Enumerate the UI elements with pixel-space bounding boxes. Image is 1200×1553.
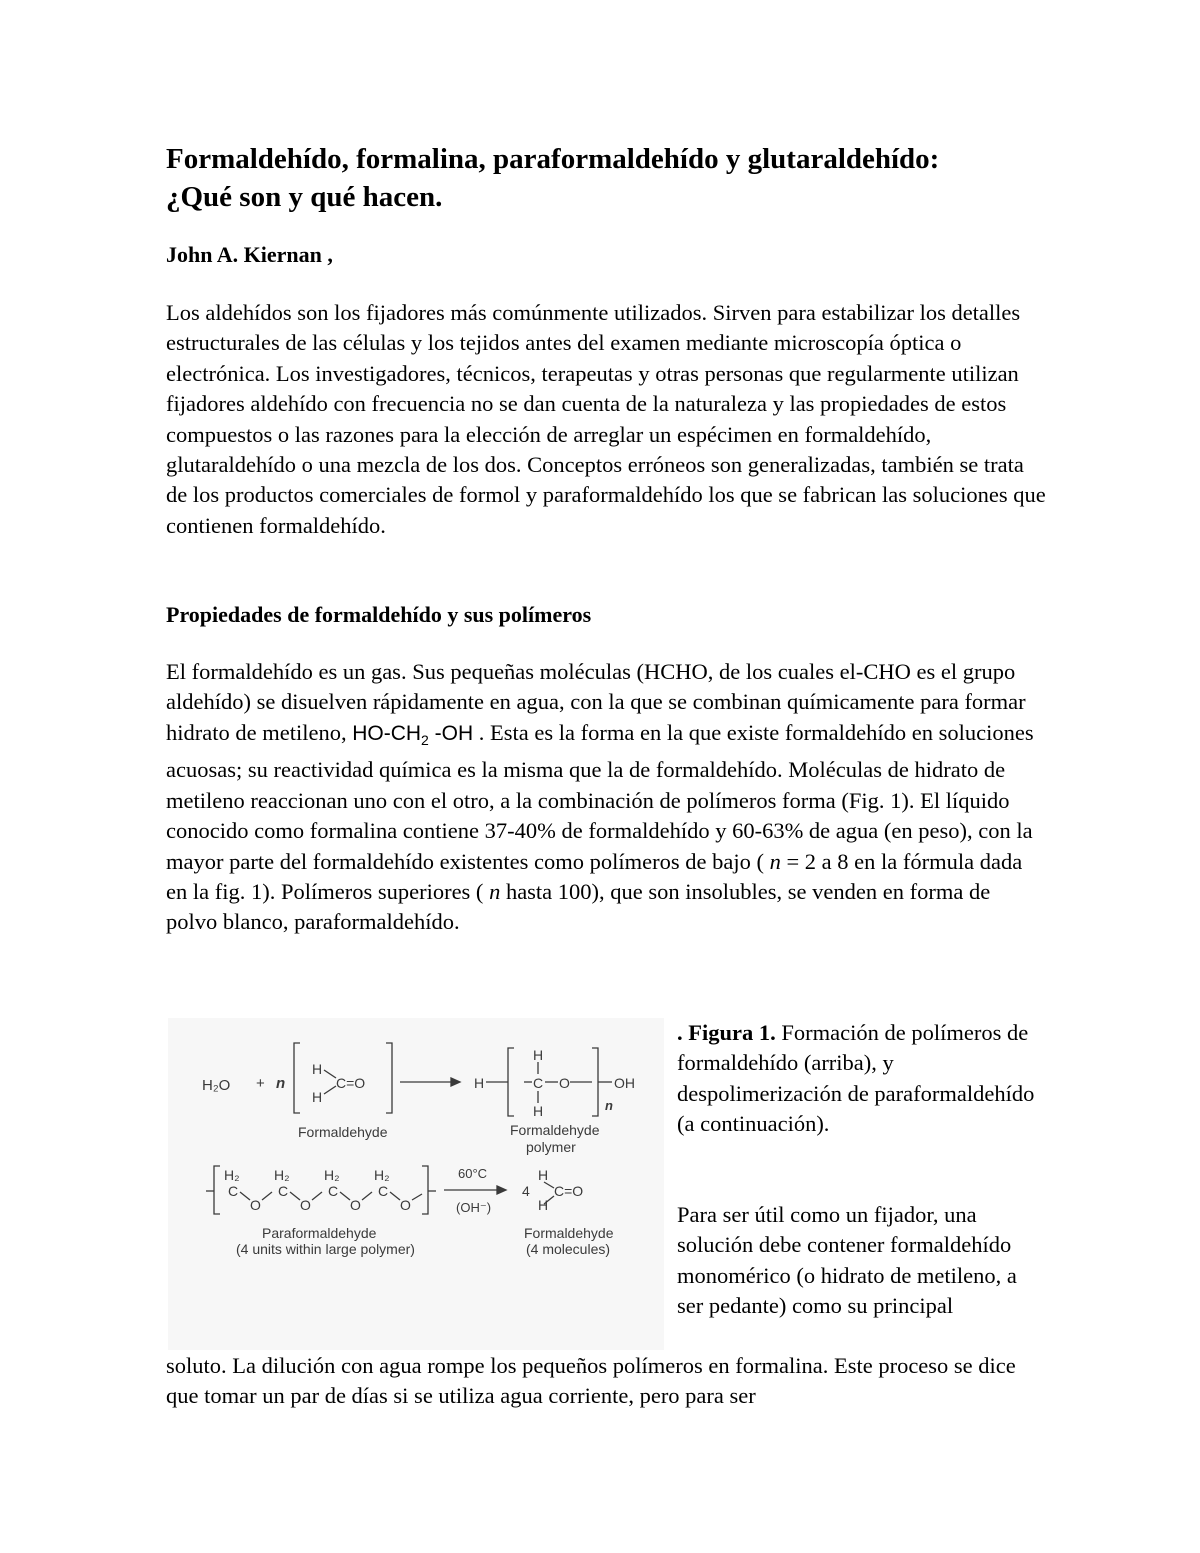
carbon-label: C [378, 1183, 389, 1199]
hydrogen-label: H [474, 1075, 485, 1091]
temperature-label: 60°C [458, 1166, 488, 1181]
carbon-label: C [328, 1183, 339, 1199]
hydrogen-label: H [538, 1197, 549, 1213]
carbonyl-label: C=O [554, 1183, 584, 1199]
oxygen-label: O [350, 1197, 361, 1213]
water-label: H₂O [202, 1077, 231, 1094]
methylene-label: H₂ [324, 1167, 340, 1183]
hydrogen-label: H [538, 1167, 549, 1183]
n-variable: n [769, 848, 781, 874]
title-line-2: ¿Qué son y qué hacen. [166, 181, 443, 213]
properties-paragraph [166, 657, 1046, 938]
oxygen-label: O [300, 1197, 311, 1213]
properties-text-1: El formaldehído es un gas. Sus pequeñas moléculas (HCHO, de los cuales el-CHO es el grupo aldehído) se disuelven rápidamente en agua, con la que se combinan químicamente para formar hidrato de metileno, [166, 659, 1026, 745]
methylene-label: H₂ [224, 1167, 240, 1183]
hydrogen-label: H [533, 1047, 544, 1063]
formaldehyde-caption: Formaldehyde [298, 1124, 388, 1140]
monomer-caption-line-2: (4 molecules) [526, 1241, 611, 1257]
carbon-label: C [278, 1183, 289, 1199]
title-line-1: Formaldehído, formalina, paraformaldehído y glutaraldehído: [166, 143, 940, 175]
intro-paragraph: Los aldehídos son los fijadores más comúnmente utilizados. Sirven para estabilizar los detalles estructurales de las células y los tejidos antes del examen mediante microscopía óptica o electrónica. Los investigadores, técnicos, terapeutas y otras personas que regularmente utilizan fijadores aldehído con frecuencia no se dan cuenta de la naturaleza y las propiedades de estos compuestos o las razones para la elección de arreglar un espécimen en formaldehído, glutaraldehído o una mezcla de los dos. Conceptos erróneos son generalizadas, también se trata de los productos comerciales de formol y paraformaldehído los que se fabrican las soluciones que contienen formaldehído. [166, 300, 1046, 538]
carbon-label: C [228, 1183, 239, 1199]
properties-text-2: . Esta es la forma en la que existe formaldehído en soluciones acuosas; su reactividad química es la misma que la de formaldehído. Moléculas de hidrato de metileno reaccionan uno con el otro, a la combinación de polímeros forma (Fig. 1). El líquido conocido como formalina contiene 37-40% de formaldehído y 60-63% de agua (en peso), con la mayor parte del formaldehído existentes como polímeros de bajo ( [166, 719, 1034, 874]
properties-text-3: = 2 a 8 en la fórmula dada en la fig. 1). Polímeros superiores ( [166, 848, 1023, 905]
paraformaldehyde-caption-line-1: Paraformaldehyde [262, 1225, 377, 1241]
oxygen-label: O [250, 1197, 261, 1213]
fixative-paragraph: Para ser útil como un fijador, una solución debe contener formaldehído monomérico (o hidrato de metileno, a ser pedante) como su principal [677, 1202, 1017, 1319]
n-variable: n [489, 879, 501, 905]
document-title [166, 140, 1066, 216]
continuation-paragraph: soluto. La dilución con agua rompe los pequeños polímeros en formalina. Este proceso se dice que tomar un par de días si se utiliza agua corriente, pero para ser [166, 1353, 1016, 1409]
hydroxide-label: (OH⁻) [456, 1200, 492, 1215]
hydroxyl-label: OH [614, 1075, 635, 1091]
oxygen-label: O [400, 1197, 411, 1213]
figure-caption [677, 1018, 1047, 1140]
hydrogen-label: H [533, 1103, 544, 1119]
figure-caption-text: Formación de polímeros de formaldehído (arriba), y despolimerización de paraformaldehído (a continuación). [677, 1020, 1035, 1137]
figure-1-diagram [168, 1018, 664, 1350]
plus-sign: + [256, 1075, 265, 1092]
hydrogen-label: H [312, 1089, 323, 1105]
polymer-caption-line-2: polymer [526, 1139, 576, 1155]
polymer-caption-line-1: Formaldehyde [510, 1122, 600, 1138]
formula-part-a: HO-CH [352, 721, 422, 745]
oxygen-label: O [559, 1075, 570, 1091]
hydrogen-label: H [312, 1061, 323, 1077]
coefficient-four: 4 [522, 1183, 530, 1199]
methylene-hydrate-formula [352, 721, 474, 748]
formula-part-b: -OH [428, 721, 474, 745]
carbon-label: C [533, 1075, 544, 1091]
figure-caption-label: . Figura 1. [677, 1020, 776, 1045]
monomer-caption-line-1: Formaldehyde [524, 1225, 614, 1241]
properties-text-4: hasta 100), que son insolubles, se venden en forma de polvo blanco, paraformaldehído. [166, 879, 991, 935]
carbonyl-label: C=O [336, 1075, 366, 1091]
n-coefficient: n [276, 1075, 286, 1092]
methylene-label: H₂ [374, 1167, 390, 1183]
methylene-label: H₂ [274, 1167, 290, 1183]
n-subscript: n [605, 1098, 613, 1113]
author-name: John A. Kiernan , [166, 242, 333, 267]
reaction-scheme-svg [168, 1018, 664, 1350]
section-heading: Propiedades de formaldehído y sus polímeros [166, 602, 592, 627]
formula-subscript: 2 [421, 732, 429, 748]
paraformaldehyde-caption-line-2: (4 units within large polymer) [236, 1241, 415, 1257]
